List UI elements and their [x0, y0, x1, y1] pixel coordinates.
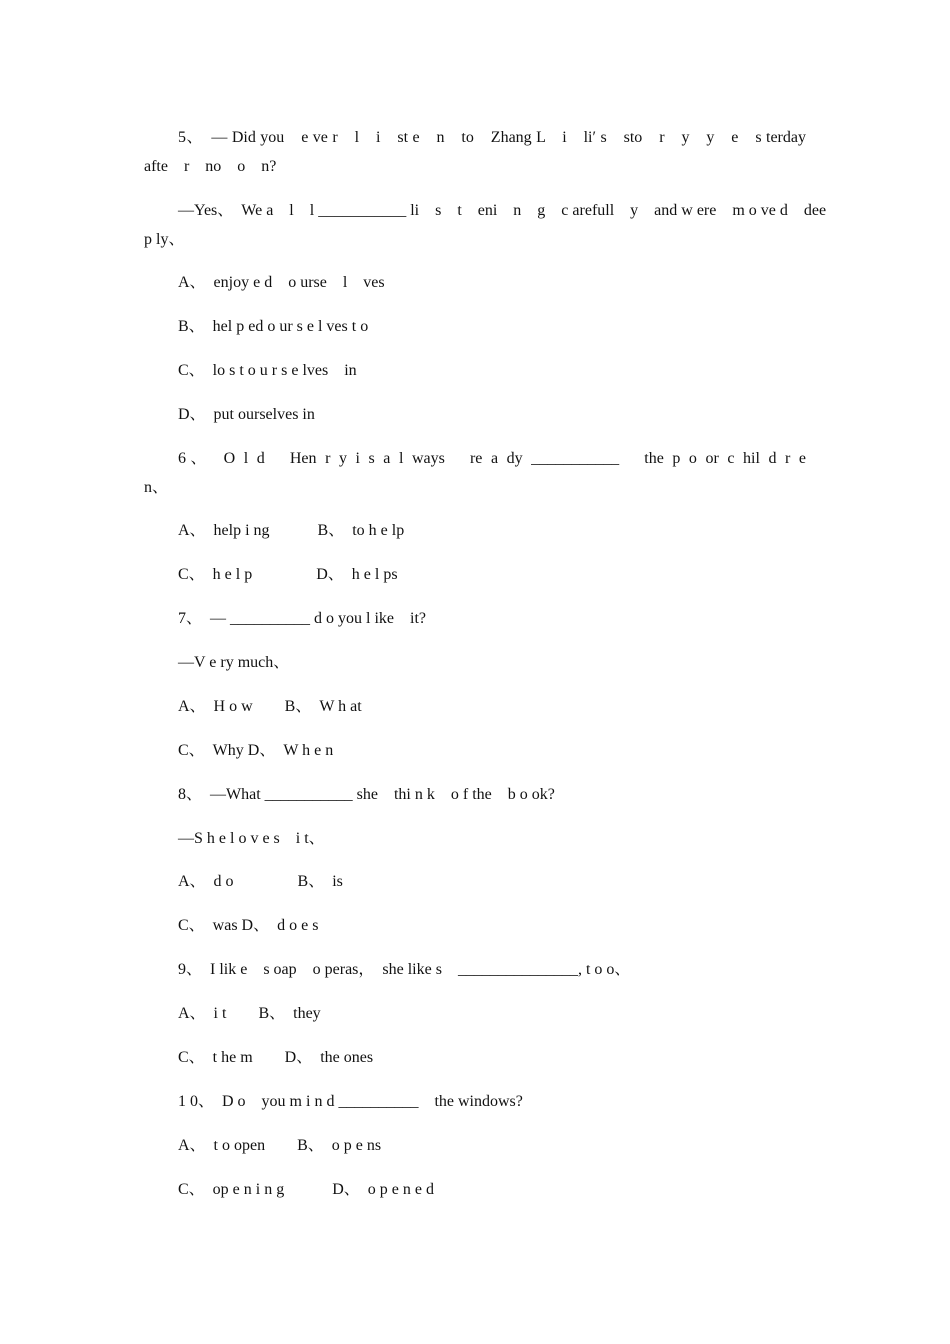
question-5-option-c: C、 lo s t o u r s e lves in — [178, 362, 357, 379]
question-6-stem: 6、 O l d Hen r y i s a l ways re a dy ___________ the p o or c hil d r e — [178, 450, 806, 467]
question-5-option-b: B、 hel p ed o ur s e l ves t o — [178, 318, 369, 335]
question-5-answer-line: —Yes、 We a l l ___________ li s t eni n g c arefull y and w ere m o ve d dee — [178, 202, 827, 219]
question-10-options-cd: C、 op e n i n g D、 o p e n e d — [178, 1181, 434, 1198]
question-5-stem-continued: afte r no o n? — [144, 158, 277, 175]
question-7-options-cd: C、 Why D、 W h e n — [178, 742, 334, 759]
question-6-stem-continued: n、 — [144, 479, 169, 496]
question-7-answer-line: —V e ry much、 — [178, 654, 290, 671]
question-9-options-ab: A、 i t B、 they — [178, 1005, 321, 1022]
question-9-options-cd: C、 t he m D、 the ones — [178, 1049, 374, 1066]
question-10-options-ab: A、 t o open B、 o p e ns — [178, 1137, 382, 1154]
question-5-stem: 5、 — Did you e ve r l i st e n to Zhang L i li′ s sto r y y e s terday — [178, 129, 806, 146]
question-5-answer-line-continued: p ly、 — [144, 231, 185, 248]
question-8-options-cd: C、 was D、 d o e s — [178, 917, 319, 934]
question-7-stem: 7、 — __________ d o you l ike it? — [178, 610, 426, 627]
question-6-options-cd: C、 h e l p D、 h e l ps — [178, 566, 398, 583]
question-9-stem: 9、 I lik e s oap o peras， she like s _______________, t o o、 — [178, 961, 631, 978]
question-8-answer-line: —S h e l o v e s i t、 — [178, 830, 325, 847]
question-5-option-d: D、 put ourselves in — [178, 406, 315, 423]
question-8-stem: 8、 —What ___________ she thi n k o f the b o ok? — [178, 786, 555, 803]
question-10-stem: 1 0、 D o you m i n d __________ the windows? — [178, 1093, 523, 1110]
question-8-options-ab: A、 d o B、 is — [178, 873, 343, 890]
question-6-options-ab: A、 help i ng B、 to h e lp — [178, 522, 405, 539]
question-7-options-ab: A、 H o w B、 W h at — [178, 698, 362, 715]
question-5-option-a: A、 enjoy e d o urse l ves — [178, 274, 385, 291]
